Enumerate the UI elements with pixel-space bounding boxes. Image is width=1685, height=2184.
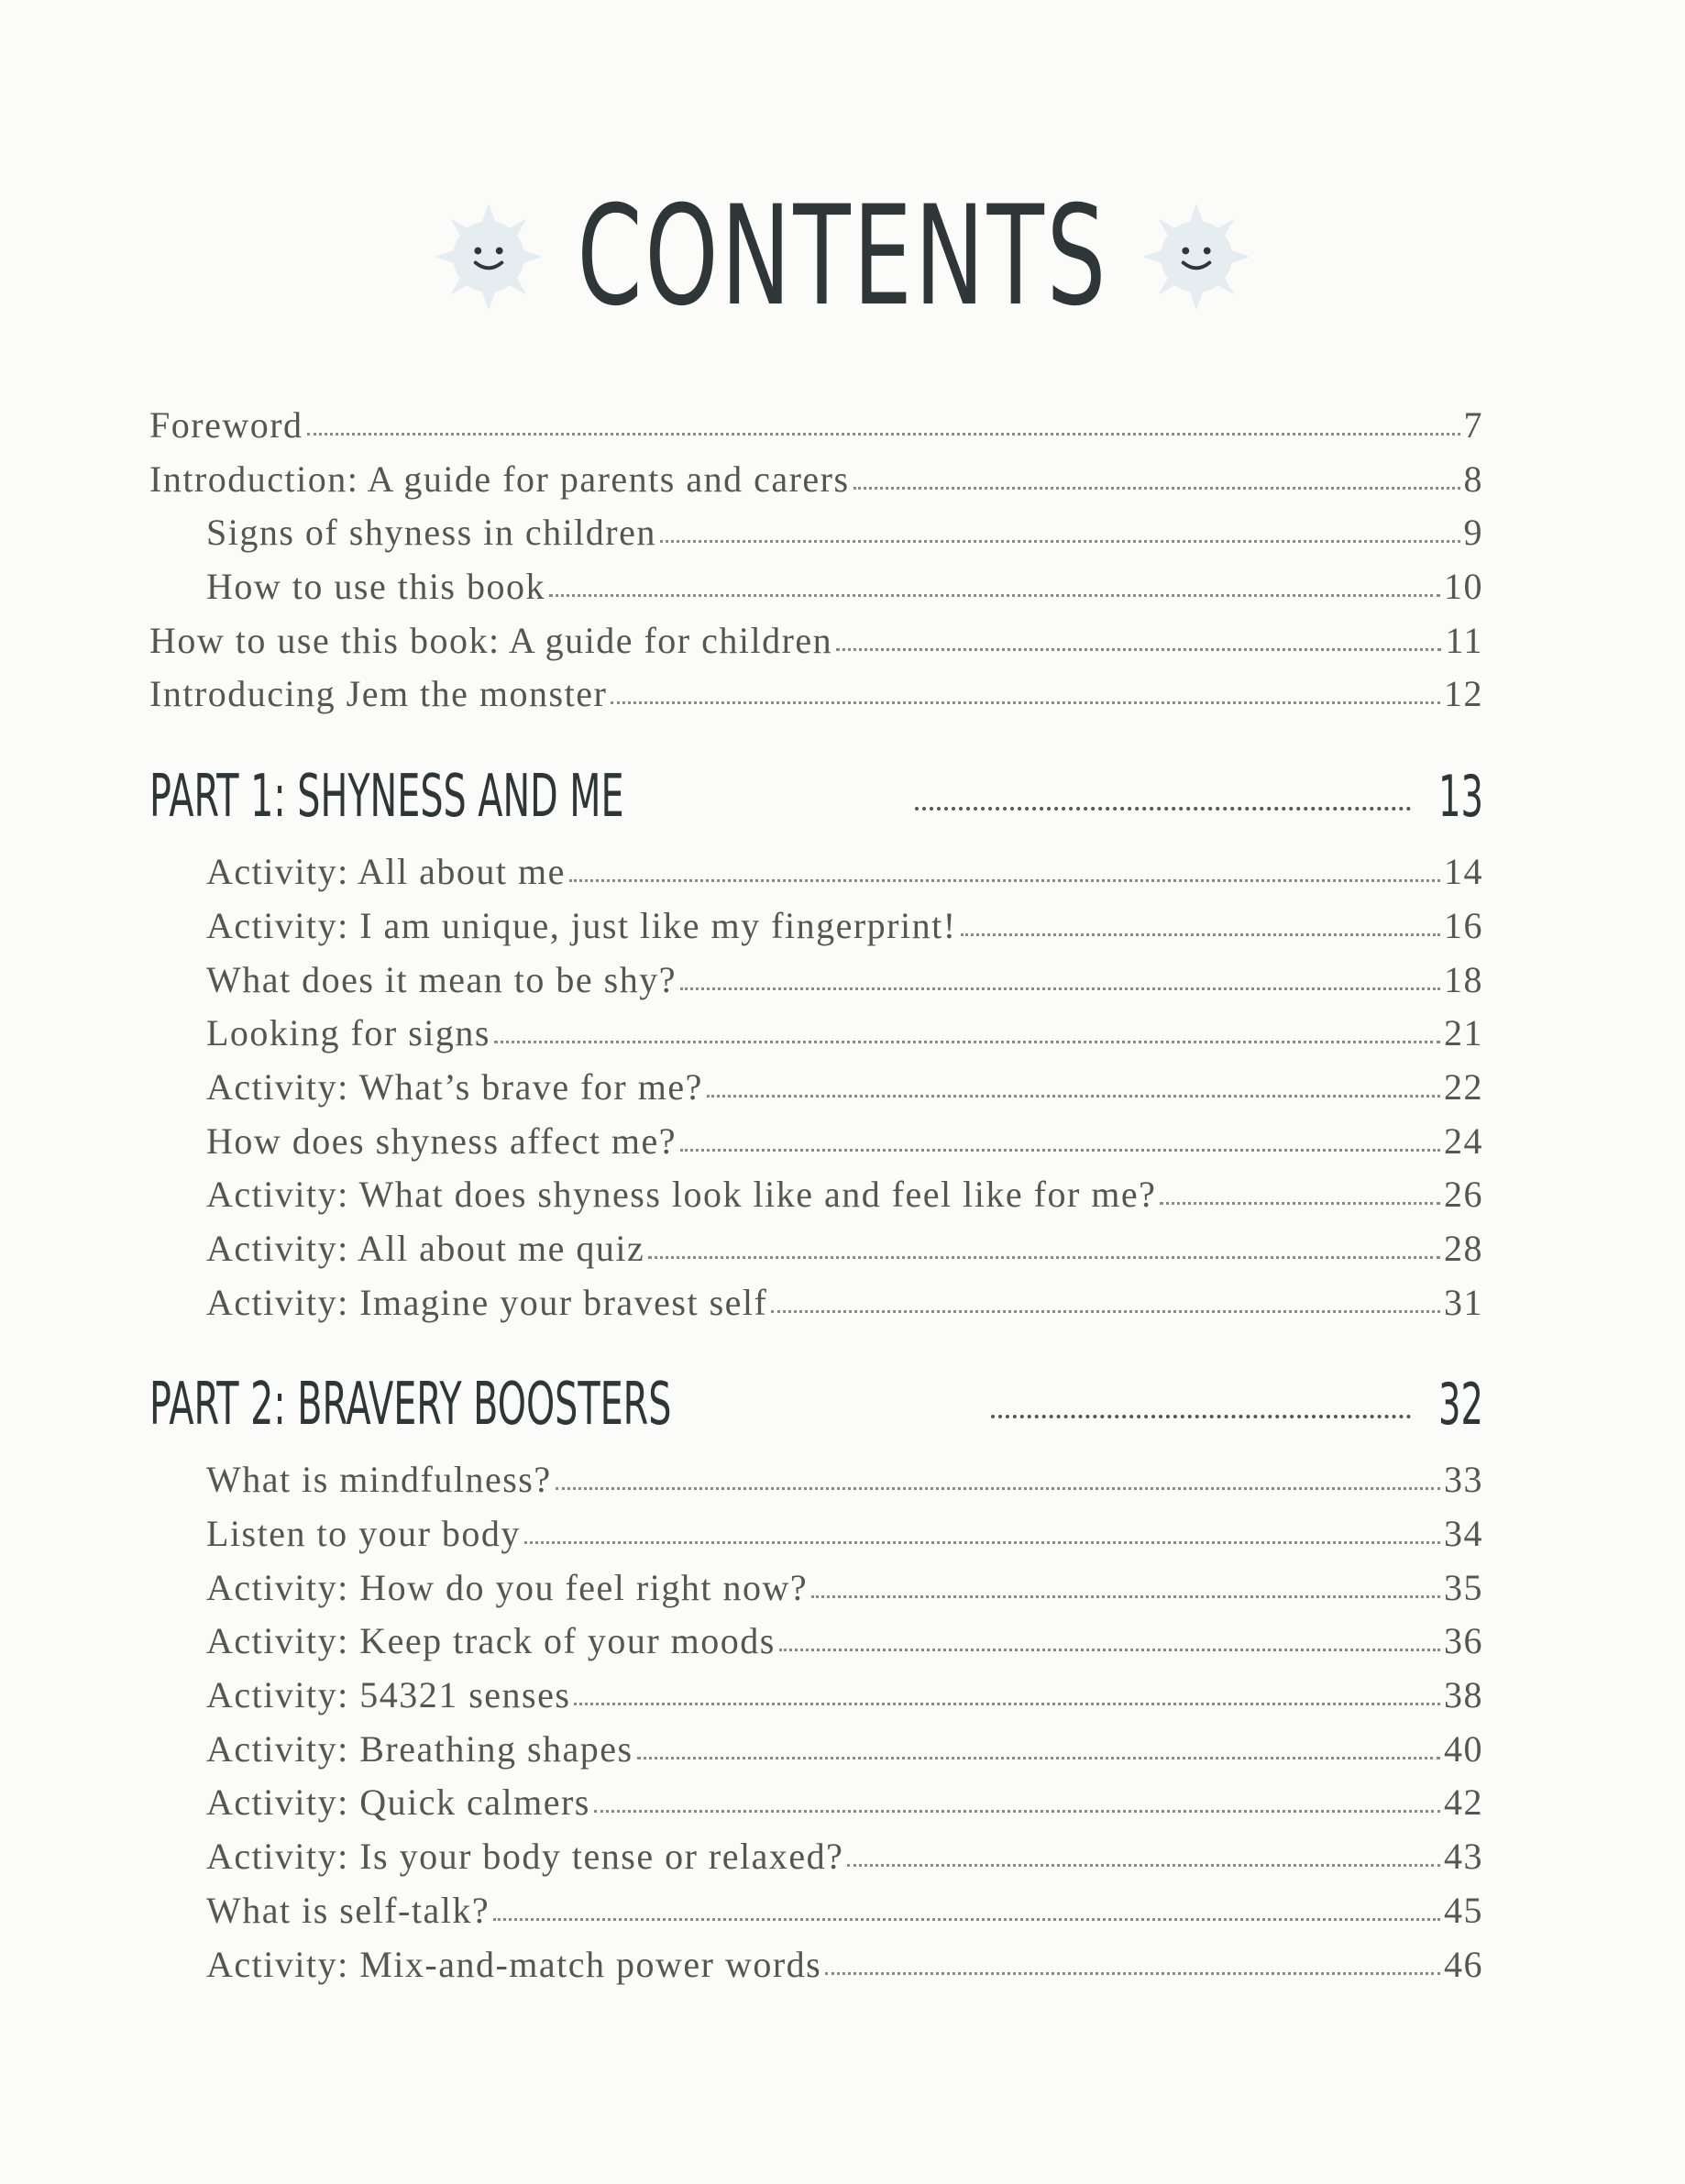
entry-title: Activity: Breathing shapes	[206, 1727, 633, 1770]
entry-page: 31	[1444, 1281, 1483, 1323]
toc-entry	[149, 511, 1483, 565]
entry-page: 35	[1444, 1566, 1483, 1608]
part-page: 13	[1438, 763, 1483, 831]
dot-leader	[915, 803, 1411, 811]
part-title: PART 2: BRAVERY BOOSTERS	[149, 1371, 672, 1439]
entry-title: Activity: Mix-and-match power words	[206, 1943, 822, 1985]
toc-entry	[149, 403, 1483, 458]
toc-entry	[149, 1011, 1483, 1065]
entry-title: Activity: What does shyness look like and feel like for me?	[206, 1174, 1157, 1216]
entry-title: What is self-talk?	[206, 1889, 490, 1931]
dot-leader	[524, 1539, 1440, 1544]
entry-title: Listen to your body	[206, 1513, 521, 1554]
toc-entry	[149, 1566, 1483, 1620]
part-heading	[149, 763, 1483, 850]
smiling-sun-icon	[1137, 197, 1256, 316]
entry-page: 14	[1444, 851, 1483, 893]
entry-page: 10	[1444, 566, 1483, 608]
dot-leader	[611, 699, 1440, 704]
dot-leader	[494, 1038, 1440, 1043]
entry-page: 16	[1444, 904, 1483, 946]
dot-leader	[771, 1307, 1440, 1313]
toc-entry	[149, 1619, 1483, 1673]
toc-entry	[149, 1781, 1483, 1835]
entry-title: How to use this book: A guide for children	[149, 619, 833, 661]
entry-page: 12	[1444, 673, 1483, 715]
dot-leader	[811, 1593, 1440, 1598]
dot-leader	[991, 1411, 1411, 1418]
toc-entry	[149, 1281, 1483, 1335]
entry-page: 9	[1463, 512, 1483, 554]
part-1-list	[149, 850, 1483, 1334]
toc-entry	[149, 1458, 1483, 1512]
dot-leader	[594, 1807, 1440, 1813]
toc-entry	[149, 565, 1483, 619]
entry-title: Activity: Quick calmers	[206, 1781, 590, 1824]
part-title: PART 1: SHYNESS AND ME	[149, 763, 624, 832]
entry-title: Activity: All about me quiz	[206, 1227, 645, 1269]
dot-leader	[493, 1915, 1440, 1921]
entry-page: 40	[1444, 1727, 1483, 1770]
entry-page: 11	[1445, 619, 1483, 661]
entry-title: Activity: All about me	[206, 851, 566, 893]
dot-leader	[707, 1092, 1440, 1098]
toc-entry	[149, 1835, 1483, 1889]
entry-title: What does it mean to be shy?	[206, 958, 677, 1000]
part-heading	[149, 1371, 1483, 1458]
part-2-list	[149, 1458, 1483, 1996]
dot-leader	[836, 645, 1441, 651]
dot-leader	[556, 1484, 1440, 1490]
toc-entry	[149, 904, 1483, 958]
dot-leader	[1160, 1199, 1440, 1205]
front-matter-list	[149, 403, 1483, 726]
entry-title: Activity: Keep track of your moods	[206, 1620, 776, 1662]
toc-entry	[149, 1065, 1483, 1120]
entry-page: 7	[1463, 404, 1483, 446]
toc-entry	[149, 1943, 1483, 1997]
toc-entry	[149, 1512, 1483, 1566]
dot-leader	[779, 1646, 1440, 1651]
entry-title: Introducing Jem the monster	[149, 673, 608, 715]
entry-page: 36	[1444, 1620, 1483, 1662]
smiling-sun-icon	[429, 197, 548, 316]
dot-leader	[961, 931, 1440, 936]
toc-entry	[149, 1173, 1483, 1227]
dot-leader	[660, 537, 1460, 543]
toc-entry	[149, 958, 1483, 1012]
dot-leader	[637, 1754, 1440, 1759]
entry-page: 46	[1444, 1943, 1483, 1985]
entry-title: Introduction: A guide for parents and carers	[149, 458, 850, 500]
dot-leader	[549, 591, 1440, 597]
table-of-contents	[149, 403, 1483, 1996]
dot-leader	[680, 1146, 1440, 1152]
entry-page: 33	[1444, 1459, 1483, 1501]
entry-title: Looking for signs	[206, 1012, 490, 1054]
entry-title: Activity: I am unique, just like my fingerprint!	[206, 904, 957, 946]
entry-page: 38	[1444, 1674, 1483, 1716]
dot-leader	[574, 1700, 1440, 1705]
dot-leader	[847, 1861, 1440, 1867]
toc-entry	[149, 672, 1483, 726]
dot-leader	[569, 877, 1440, 882]
entry-title: How to use this book	[206, 566, 545, 608]
dot-leader	[854, 484, 1460, 490]
entry-page: 43	[1444, 1836, 1483, 1878]
entry-title: Activity: How do you feel right now?	[206, 1566, 809, 1608]
page-title: CONTENTS	[577, 177, 1108, 336]
entry-title: What is mindfulness?	[206, 1459, 552, 1501]
toc-entry	[149, 1673, 1483, 1727]
dot-leader	[680, 985, 1440, 990]
entry-title: Activity: What’s brave for me?	[206, 1065, 703, 1108]
entry-page: 24	[1444, 1120, 1483, 1162]
entry-title: How does shyness affect me?	[206, 1120, 677, 1162]
entry-page: 21	[1444, 1012, 1483, 1054]
entry-title: Signs of shyness in children	[206, 512, 656, 554]
entry-page: 18	[1444, 958, 1483, 1000]
entry-page: 26	[1444, 1174, 1483, 1216]
toc-entry	[149, 458, 1483, 512]
entry-title: Activity: Imagine your bravest self	[206, 1281, 768, 1323]
toc-entry	[149, 850, 1483, 904]
entry-page: 34	[1444, 1513, 1483, 1554]
part-page: 32	[1438, 1371, 1483, 1439]
entry-page: 28	[1444, 1227, 1483, 1269]
entry-page: 45	[1444, 1889, 1483, 1931]
entry-page: 22	[1444, 1065, 1483, 1108]
title-banner	[0, 170, 1685, 344]
dot-leader	[825, 1969, 1440, 1975]
dot-leader	[307, 430, 1460, 436]
entry-page: 42	[1444, 1781, 1483, 1824]
entry-page: 8	[1463, 458, 1483, 500]
entry-title: Foreword	[149, 404, 303, 446]
entry-title: Activity: 54321 senses	[206, 1674, 571, 1716]
toc-entry	[149, 1227, 1483, 1281]
dot-leader	[648, 1253, 1440, 1259]
toc-entry	[149, 1727, 1483, 1781]
toc-entry	[149, 619, 1483, 673]
toc-entry	[149, 1120, 1483, 1174]
entry-title: Activity: Is your body tense or relaxed?	[206, 1836, 844, 1878]
toc-entry	[149, 1889, 1483, 1943]
